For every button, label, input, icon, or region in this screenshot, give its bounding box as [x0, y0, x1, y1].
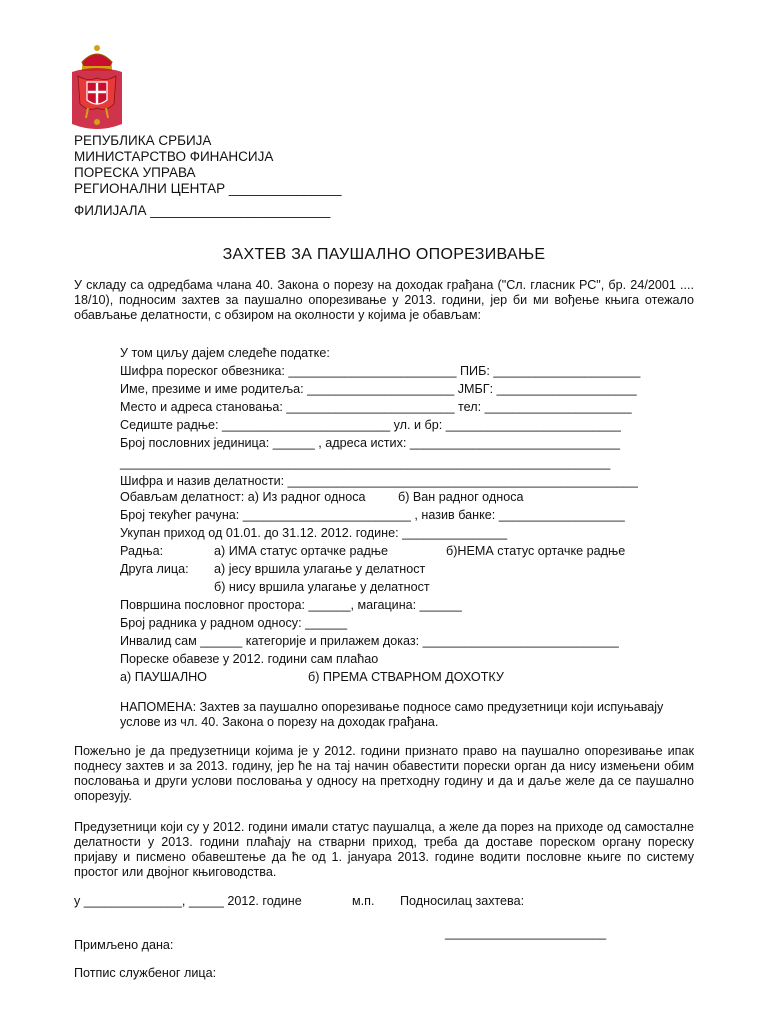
form-activity-code: Шифра и назив делатности: __________________________________________________ [120, 474, 638, 488]
form-address-phone: Место и адреса становања: ________________________ тел: _____________________ [120, 400, 632, 414]
tax-method-a: а) ПАУШАЛНО [120, 670, 207, 684]
form-bank-account: Број текућег рачуна: ________________________ , назив банке: __________________ [120, 508, 625, 522]
footer-applicant-label: Подносилац захтева: [400, 894, 525, 908]
header-regional-center: РЕГИОНАЛНИ ЦЕНТАР _______________ [74, 181, 342, 196]
shop-label: Радња: [120, 544, 164, 558]
form-tax-method [120, 670, 504, 685]
other-persons-label: Друга лица: [120, 562, 189, 576]
document-title: ЗАХТЕВ ЗА ПАУШАЛНО ОПОРЕЗИВАЊЕ [222, 246, 546, 263]
form-tax-obligations: Пореске обавезе у 2012. години сам плаћао [120, 652, 379, 666]
footer-signature-line: _______________________ [445, 926, 607, 940]
form-employees: Број радника у радном односу: ______ [120, 616, 348, 630]
footer-place-date: у ______________, _____ 2012. године [74, 894, 302, 908]
form-total-income: Укупан приход од 01.01. до 31.12. 2012. године: _______________ [120, 526, 508, 540]
header-tax-administration: ПОРЕСКА УПРАВА [74, 165, 196, 180]
form-shop-status [120, 544, 626, 559]
form-activity-mode [120, 490, 524, 505]
form-business-units: Број пословних јединица: ______ , адреса истих: ______________________________ [120, 436, 621, 450]
activity-mode-b: б) Ван радног односа [398, 490, 524, 504]
recommendation-paragraph: Пожељно је да предузетници којима је у 2012. години признато право на паушално опорезивање ипак поднесу захтев и за 2013. годину, јер ће на тај начин обавестити порески орган да нису измењени обим пословања и други услови пословања у односу на претходну годину и да и даље желе да се паушално опорезују. [74, 744, 694, 803]
actual-income-paragraph: Предузетници који су у 2012. години имали статус паушалца, а желе да порез на приходе од самосталне делатности у 2013. години плаћају на стварни приход, треба да доставе пореском органу пореску пријаву и писмено обавештење да ће од 1. јануара 2013. године водити пословне књиге по систему простог или двојног књиговодства. [74, 820, 694, 879]
footer-official-signature: Потпис службеног лица: [74, 966, 217, 980]
other-persons-a: а) јесу вршила улагање у делатност [214, 562, 426, 576]
intro-paragraph: У складу са одредбама члана 40. Закона о порезу на доходак грађана ("Сл. гласник РС", бр. 24/2001 .... 18/10), подносим захтев за паушално опорезивање у 2013. години, јер би ми вођење књига отежало обављање делатности, с обзиром на околности у којима је обављам: [74, 278, 694, 322]
form-name-jmbg: Име, презиме и име родитеља: _____________________ ЈМБГ: ____________________ [120, 382, 637, 396]
form-business-area: Површина пословног простора: ______, магацина: ______ [120, 598, 462, 612]
footer-received-date: Примљено дана: [74, 938, 174, 952]
form-other-persons [120, 562, 426, 577]
tax-method-b: б) ПРЕМА СТВАРНОМ ДОХОТКУ [308, 670, 504, 684]
form-shop-seat: Седиште радње: ________________________ ул. и бр: _________________________ [120, 418, 621, 432]
form-taxpayer-code-pib: Шифра пореског обвезника: ________________________ ПИБ: _____________________ [120, 364, 641, 378]
form-blank-line: ______________________________________________________________________ [120, 456, 611, 470]
serbian-coat-of-arms-icon [68, 42, 126, 134]
header-branch: ФИЛИЈАЛА ________________________ [74, 203, 331, 218]
header-republic: РЕПУБЛИКА СРБИЈА [74, 133, 212, 148]
other-persons-b: б) нису вршила улагање у делатност [214, 580, 430, 594]
form-disability: Инвалид сам ______ категорије и прилажем доказ: ____________________________ [120, 634, 619, 648]
form-intro-line: У том циљу дајем следеће податке: [120, 346, 330, 360]
activity-mode-a: Обављам делатност: а) Из радног односа [120, 490, 366, 504]
shop-status-a: а) ИМА статус ортачке радње [214, 544, 389, 558]
note-paragraph: НАПОМЕНА: Захтев за паушално опорезивање подносе само предузетници који испуњавају услове из чл. 40. Закона о порезу на доходак грађана. [120, 700, 664, 729]
shop-status-b: б)НЕМА статус ортачке радње [446, 544, 626, 558]
header-ministry: МИНИСТАРСТВО ФИНАНСИЈА [74, 149, 274, 164]
footer-stamp-place: м.п. [352, 894, 375, 908]
